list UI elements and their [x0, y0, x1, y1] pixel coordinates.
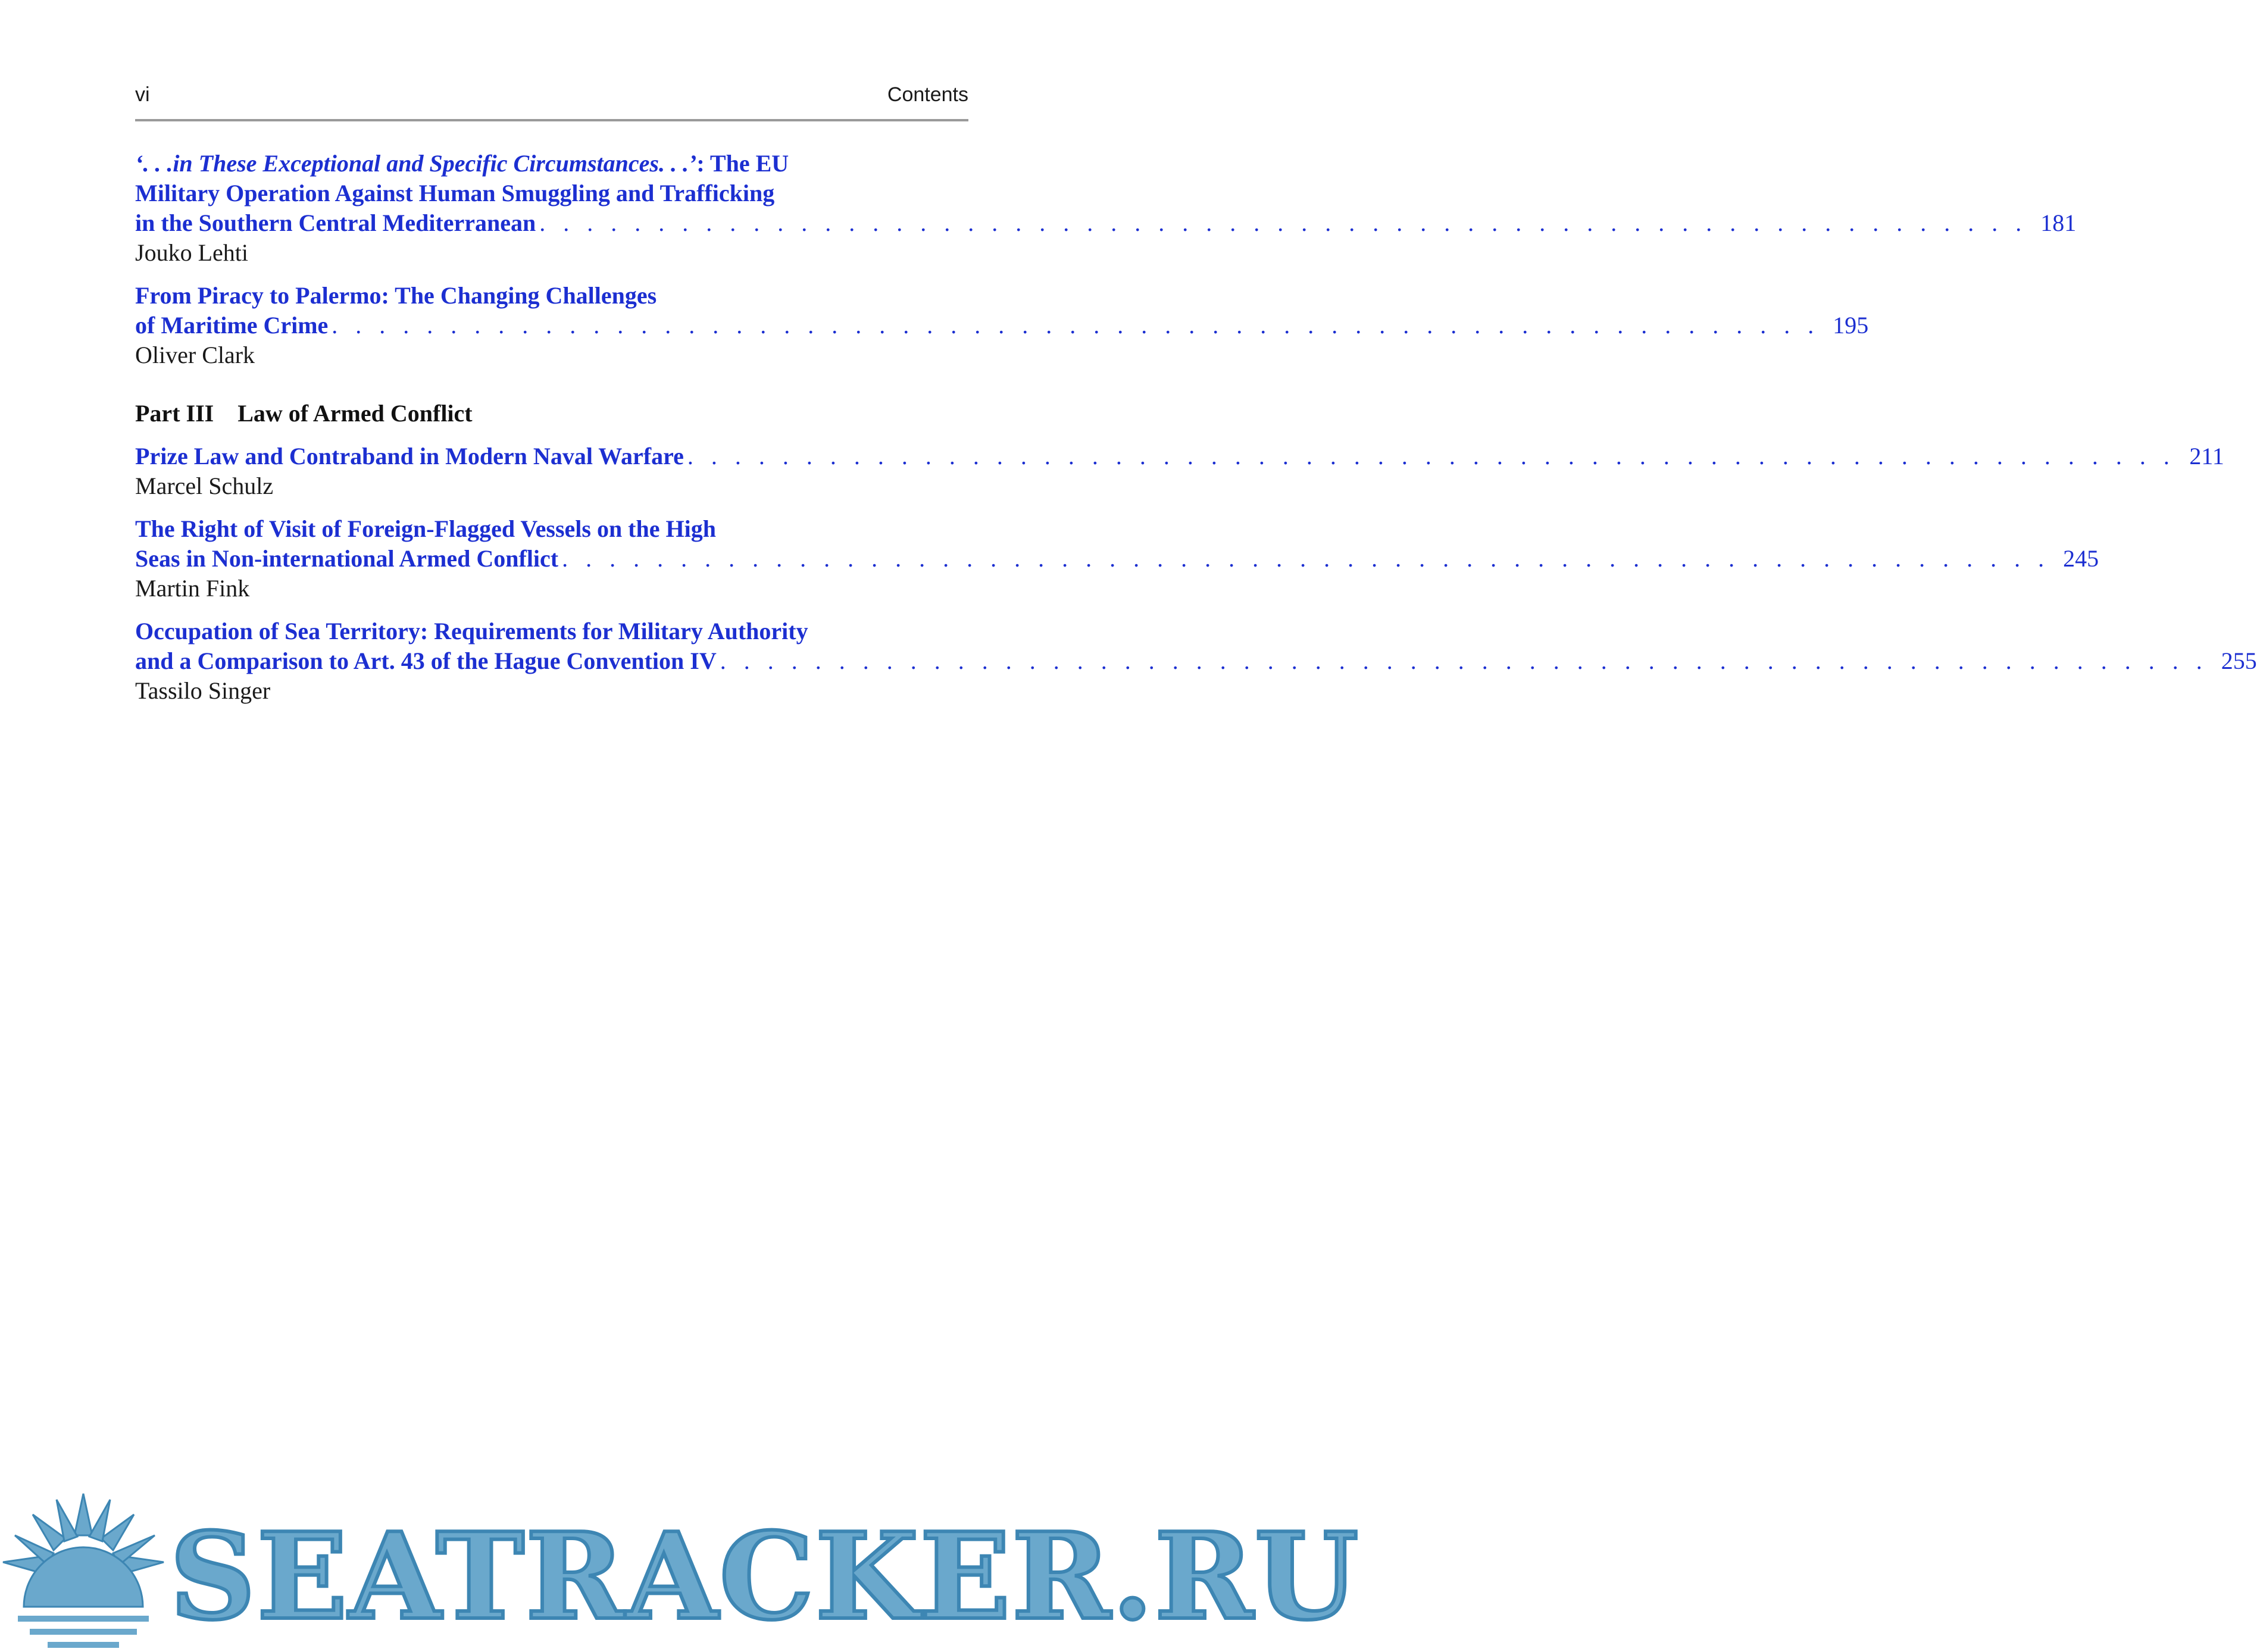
- toc-entry-title[interactable]: [135, 149, 2077, 238]
- toc-entry: [135, 442, 2224, 501]
- title-segment: and a Comparison to Art. 43 of the Hague Convention IV: [135, 647, 717, 674]
- page-number-label: vi: [135, 83, 150, 106]
- page-number[interactable]: 195: [1833, 312, 1869, 339]
- title-italic-segment: ‘. . .in These Exceptional and Specific Circumstances. . .’: [135, 150, 697, 177]
- page-number[interactable]: 245: [2063, 545, 2099, 572]
- title-line-last: [135, 646, 2257, 676]
- toc-entry-title[interactable]: [135, 617, 2257, 676]
- title-line: [135, 149, 968, 179]
- part-title: Law of Armed Conflict: [237, 400, 473, 427]
- table-of-contents: [135, 149, 2257, 719]
- page-number[interactable]: 211: [2189, 443, 2224, 470]
- title-segment: of Maritime Crime: [135, 312, 329, 339]
- title-line-last: [135, 442, 2224, 471]
- page-header: [135, 83, 968, 121]
- title-segment: Seas in Non-international Armed Conflict: [135, 545, 559, 572]
- title-segment: Prize Law and Contraband in Modern Naval Warfare: [135, 443, 684, 470]
- title-line-last: [135, 544, 2099, 574]
- toc-entry: [135, 617, 2257, 706]
- toc-entry-title[interactable]: [135, 514, 2099, 574]
- page-number[interactable]: 255: [2221, 647, 2257, 674]
- dot-leader: . . . . . . . . . . . . . . . . . . . . . . . . . . . . . . . . . . . . . . . . . . . . . . . . . . . . . . . . . . . . . . .: [332, 312, 1820, 339]
- title-line-last: [135, 311, 1869, 340]
- title-line: Occupation of Sea Territory: Requirements for Military Authority: [135, 618, 808, 644]
- title-line-last: [135, 208, 2077, 238]
- title-line: The Right of Visit of Foreign-Flagged Vessels on the High: [135, 515, 716, 542]
- toc-entry: [135, 281, 1869, 370]
- dot-leader: . . . . . . . . . . . . . . . . . . . . . . . . . . . . . . . . . . . . . . . . . . . . . . . . . . . . . . . . . . . . . . .: [539, 209, 2028, 236]
- page-number[interactable]: 181: [2040, 209, 2077, 236]
- toc-entry-author: Martin Fink: [135, 575, 250, 602]
- dot-leader: . . . . . . . . . . . . . . . . . . . . . . . . . . . . . . . . . . . . . . . . . . . . . . . . . . . . . . . . . . . . . . .: [562, 545, 2050, 572]
- toc-entry: [135, 149, 2077, 268]
- running-head: Contents: [887, 83, 968, 106]
- watermark: [0, 1494, 1360, 1652]
- toc-entry-author: Oliver Clark: [135, 342, 255, 368]
- dot-leader: . . . . . . . . . . . . . . . . . . . . . . . . . . . . . . . . . . . . . . . . . . . . . . . . . . . . . . . . . . . . . . .: [720, 647, 2208, 674]
- toc-entry-title[interactable]: [135, 281, 1869, 340]
- toc-entry-title[interactable]: [135, 442, 2224, 471]
- toc-entry-author: Marcel Schulz: [135, 473, 274, 499]
- toc-entry-author: Tassilo Singer: [135, 677, 271, 704]
- toc-entry: [135, 514, 2099, 603]
- dot-leader: . . . . . . . . . . . . . . . . . . . . . . . . . . . . . . . . . . . . . . . . . . . . . . . . . . . . . . . . . . . . . . .: [687, 443, 2175, 470]
- title-segment: in the Southern Central Mediterranean: [135, 209, 536, 236]
- toc-entry-author: Jouko Lehti: [135, 239, 248, 266]
- watermark-text: SEATRACKER.RU: [170, 1507, 1360, 1647]
- title-line: From Piracy to Palermo: The Changing Challenges: [135, 282, 657, 309]
- title-segment: : The EU: [696, 150, 789, 177]
- part-heading: [135, 399, 968, 428]
- sun-icon: [0, 1494, 179, 1652]
- part-number: Part III: [135, 400, 214, 427]
- title-line: Military Operation Against Human Smuggling and Trafficking: [135, 180, 775, 206]
